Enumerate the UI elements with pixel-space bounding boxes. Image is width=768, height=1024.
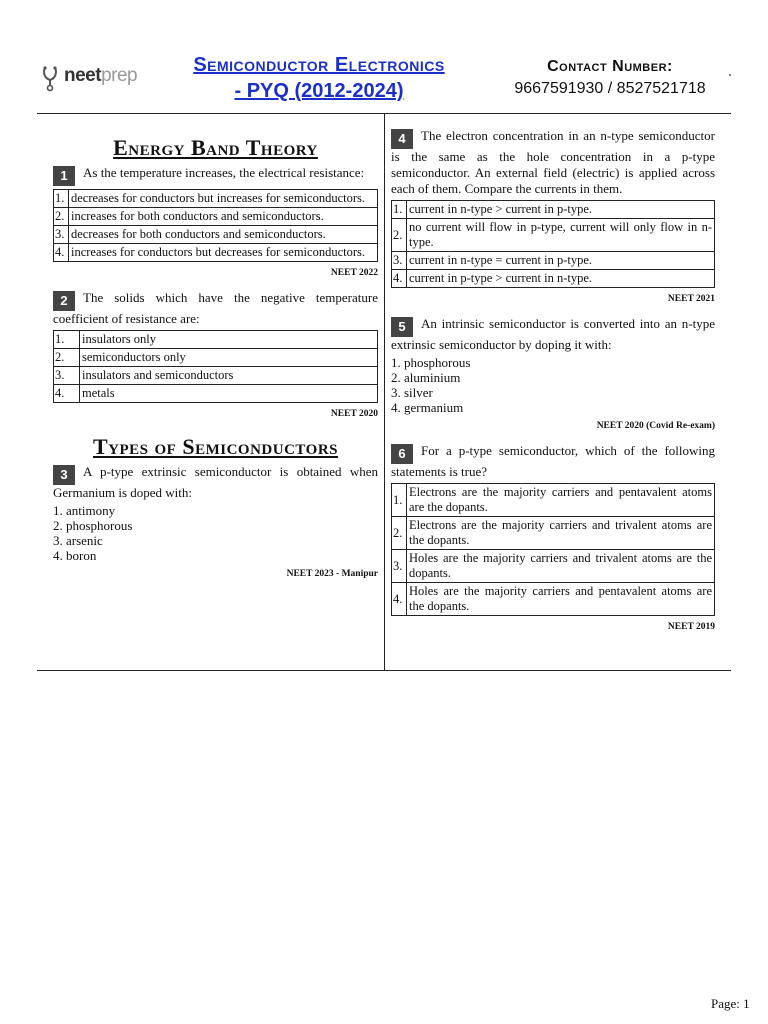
section-title-energy-band: Energy Band Theory	[113, 135, 318, 160]
page-number: Page: 1	[711, 996, 750, 1011]
question-text: 1 As the temperature increases, the electrical resistance:	[53, 165, 378, 186]
option-row[interactable]: 4. current in p-type > current in n-type.	[392, 270, 715, 288]
exam-year: NEET 2020 (Covid Re-exam)	[596, 421, 715, 431]
option-row[interactable]: 1. insulators only	[54, 331, 378, 349]
logo-wordmark: neetprep	[64, 65, 138, 86]
question-4	[391, 128, 715, 304]
question-number: 4	[391, 129, 413, 149]
title-line-1: Semiconductor Electronics	[193, 54, 445, 76]
question-text: 2 The solids which have the negative temperature coefficient of resistance are:	[53, 290, 378, 326]
question-text: 3 A p-type extrinsic semiconductor is obtained when Germanium is doped with:	[53, 464, 378, 500]
option-row[interactable]: 4. metals	[54, 385, 378, 403]
question-text: 4 The electron concentration in an n-type semiconductor is the same as the hole concentration in a p-type semiconductor. An external field (electric) is applied across each of them. Compare the currents in them.	[391, 128, 715, 196]
footer-divider	[37, 670, 731, 671]
stethoscope-icon	[40, 62, 64, 92]
question-number: 1	[53, 166, 75, 186]
question-number: 5	[391, 317, 413, 337]
document-title	[148, 52, 490, 104]
exam-year: NEET 2023 - Manipur	[286, 569, 378, 579]
option-row[interactable]: 2. increases for both conductors and semiconductors.	[54, 208, 378, 226]
question-number: 3	[53, 465, 75, 485]
contact-numbers: 9667591930 / 8527521718	[514, 80, 706, 97]
option-row[interactable]: 1. Electrons are the majority carriers and pentavalent atoms are the dopants.	[392, 484, 715, 517]
option-row[interactable]: 1. current in n-type > current in p-type.	[392, 201, 715, 219]
exam-year: NEET 2022	[330, 268, 378, 278]
options-list	[53, 503, 378, 563]
column-divider	[384, 114, 385, 670]
option-row[interactable]: 3. Holes are the majority carriers and trivalent atoms are the dopants.	[392, 550, 715, 583]
question-2	[53, 290, 378, 419]
option-item[interactable]: 3. arsenic	[53, 533, 103, 548]
option-item[interactable]: 2. aluminium	[391, 370, 461, 385]
question-1	[53, 165, 378, 278]
option-row[interactable]: 3. insulators and semiconductors	[54, 367, 378, 385]
exam-year: NEET 2020	[330, 409, 378, 419]
left-column	[53, 134, 378, 579]
option-row[interactable]: 3. decreases for both conductors and semiconductors.	[54, 226, 378, 244]
option-row[interactable]: 4. increases for conductors but decreases for semiconductors.	[54, 244, 378, 262]
option-item[interactable]: 4. germanium	[391, 400, 464, 415]
question-text: 6 For a p-type semiconductor, which of the following statements is true?	[391, 443, 715, 479]
option-item[interactable]: 2. phosphorous	[53, 518, 133, 533]
option-row[interactable]: 2. semiconductors only	[54, 349, 378, 367]
page-header	[0, 0, 768, 112]
section-title-types: Types of Semiconductors	[93, 434, 338, 459]
option-item[interactable]: 1. antimony	[53, 503, 116, 518]
decorative-dot	[729, 74, 731, 76]
option-item[interactable]: 4. boron	[53, 548, 97, 563]
question-text: 5 An intrinsic semiconductor is converted into an n-type extrinsic semiconductor by doping it with:	[391, 316, 715, 352]
option-item[interactable]: 3. silver	[391, 385, 433, 400]
question-number: 2	[53, 291, 75, 311]
options-table	[391, 483, 715, 616]
options-list	[391, 355, 715, 415]
question-5	[391, 316, 715, 431]
right-column	[391, 128, 715, 632]
option-row[interactable]: 3. current in n-type = current in p-type.	[392, 252, 715, 270]
options-table	[391, 200, 715, 288]
options-table	[53, 330, 378, 403]
option-item[interactable]: 1. phosphorous	[391, 355, 471, 370]
title-line-2: - PYQ (2012-2024)	[234, 80, 404, 102]
option-row[interactable]: 2. Electrons are the majority carriers and trivalent atoms are the dopants.	[392, 517, 715, 550]
contact-label: Contact Number:	[547, 58, 673, 75]
exam-year: NEET 2021	[667, 294, 715, 304]
options-table	[53, 189, 378, 262]
neetprep-logo	[40, 62, 150, 92]
question-6	[391, 443, 715, 632]
option-row[interactable]: 1. decreases for conductors but increases for semiconductors.	[54, 190, 378, 208]
question-3	[53, 464, 378, 579]
option-row[interactable]: 4. Holes are the majority carriers and pentavalent atoms are the dopants.	[392, 583, 715, 616]
question-number: 6	[391, 444, 413, 464]
option-row[interactable]: 2. no current will flow in p-type, current will only flow in n-type.	[392, 219, 715, 252]
contact-block	[498, 56, 722, 100]
exam-year: NEET 2019	[667, 622, 715, 632]
